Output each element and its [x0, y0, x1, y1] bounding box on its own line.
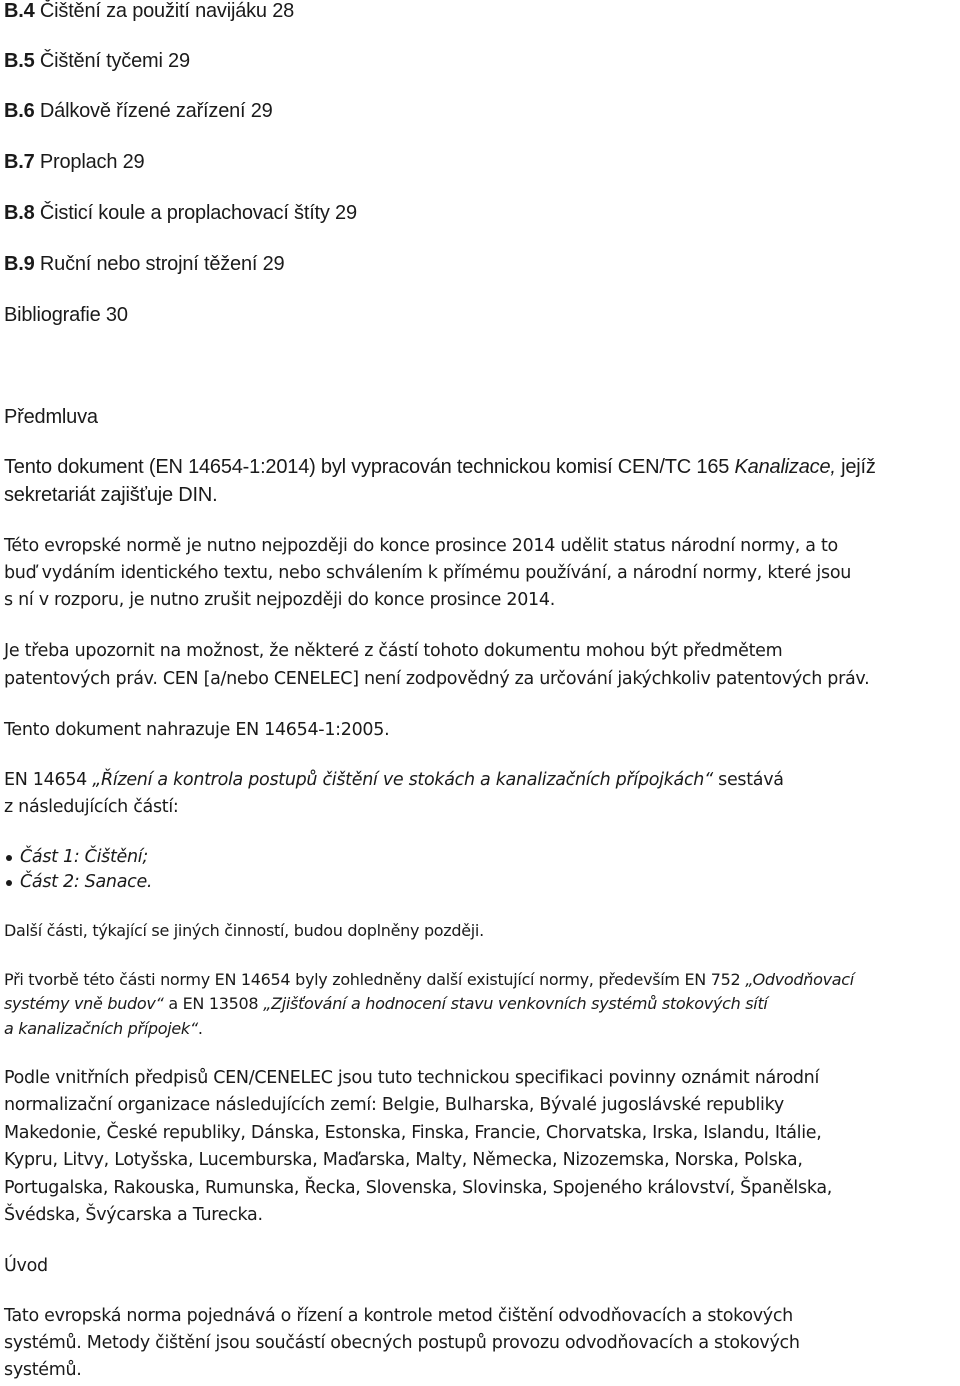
- toc-entry[interactable]: B.4 Čištění za použití navijáku 28: [4, 0, 295, 22]
- foreword-paragraph-8-line: Podle vnitřních předpisů CEN/CENELEC jsou tuto technickou specifikaci povinny oznámit národní: [4, 1068, 820, 1088]
- foreword-paragraph-1-line-2: sekretariát zajišťuje DIN.: [4, 484, 218, 506]
- foreword-paragraph-4: Tento dokument nahrazuje EN 14654-1:2005.: [4, 720, 390, 740]
- foreword-paragraph-3-line: patentových práv. CEN [a/nebo CENELEC] není zodpovědný za určování jakýchkoliv patentových práv.: [4, 669, 870, 689]
- bullet-icon: [6, 880, 12, 886]
- toc-entry[interactable]: B.9 Ruční nebo strojní těžení 29: [4, 253, 285, 275]
- foreword-paragraph-5-line-2: z následujících částí:: [4, 797, 179, 817]
- toc-entry[interactable]: B.8 Čisticí koule a proplachovací štíty 29: [4, 202, 357, 224]
- foreword-paragraph-8-line: Švédska, Švýcarska a Turecka.: [4, 1205, 263, 1225]
- toc-entry[interactable]: B.5 Čištění tyčemi 29: [4, 50, 190, 72]
- foreword-paragraph-2-line: s ní v rozporu, je nutno zrušit nejpozději do konce prosince 2014.: [4, 590, 555, 610]
- foreword-paragraph-7-line-2: systémy vně budov“ a EN 13508 „Zjišťování a hodnocení stavu venkovních systémů stokových sítí: [4, 994, 768, 1013]
- intro-paragraph-line: systémů.: [4, 1360, 82, 1380]
- intro-heading: Úvod: [4, 1256, 48, 1276]
- toc-bibliography[interactable]: Bibliografie 30: [4, 304, 128, 326]
- foreword-paragraph-8-line: normalizační organizace následujících zemí: Belgie, Bulharska, Bývalé jugoslávské republiky: [4, 1095, 784, 1115]
- intro-paragraph-line: Tato evropská norma pojednává o řízení a kontrole metod čištění odvodňovacích a stokových: [4, 1306, 793, 1326]
- bullet-icon: [6, 855, 12, 861]
- foreword-paragraph-1: Tento dokument (EN 14654-1:2014) byl vypracován technickou komisí CEN/TC 165 Kanalizace, jejíž: [4, 456, 876, 478]
- foreword-paragraph-8-line: Portugalska, Rakouska, Rumunska, Řecka, Slovenska, Slovinska, Spojeného království, Španělska,: [4, 1178, 833, 1198]
- list-item: Část 2: Sanace.: [20, 872, 153, 892]
- foreword-heading: Předmluva: [4, 406, 98, 428]
- intro-paragraph-line: systémů. Metody čištění jsou součástí obecných postupů provozu odvodňovacích a stokových: [4, 1333, 800, 1353]
- foreword-paragraph-5: EN 14654 „Řízení a kontrola postupů čištění ve stokách a kanalizačních přípojkách“ sestává: [4, 770, 784, 790]
- foreword-paragraph-8-line: Makedonie, České republiky, Dánska, Estonska, Finska, Francie, Chorvatska, Irska, Islandu, Itálie,: [4, 1123, 822, 1143]
- toc-entry[interactable]: B.7 Proplach 29: [4, 151, 145, 173]
- foreword-paragraph-6: Další části, týkající se jiných činností, budou doplněny později.: [4, 921, 484, 940]
- foreword-paragraph-2-line: Této evropské normě je nutno nejpozději do konce prosince 2014 udělit status národní normy, a to: [4, 536, 838, 556]
- toc-entry[interactable]: B.6 Dálkově řízené zařízení 29: [4, 100, 273, 122]
- list-item: Část 1: Čištění;: [20, 847, 148, 867]
- foreword-paragraph-7-line-3: a kanalizačních přípojek“.: [4, 1019, 203, 1038]
- foreword-paragraph-8-line: Kypru, Litvy, Lotyšska, Lucemburska, Maďarska, Malty, Německa, Nizozemska, Norska, Polska,: [4, 1150, 803, 1170]
- foreword-paragraph-7: Při tvorbě této části normy EN 14654 byly zohledněny další existující normy, především EN 752 „Odvodňovací: [4, 970, 854, 989]
- foreword-paragraph-3-line: Je třeba upozornit na možnost, že některé z částí tohoto dokumentu mohou být předmětem: [4, 641, 783, 661]
- foreword-paragraph-2-line: buď vydáním identického textu, nebo schválením k přímému používání, a národní normy, které jsou: [4, 563, 852, 583]
